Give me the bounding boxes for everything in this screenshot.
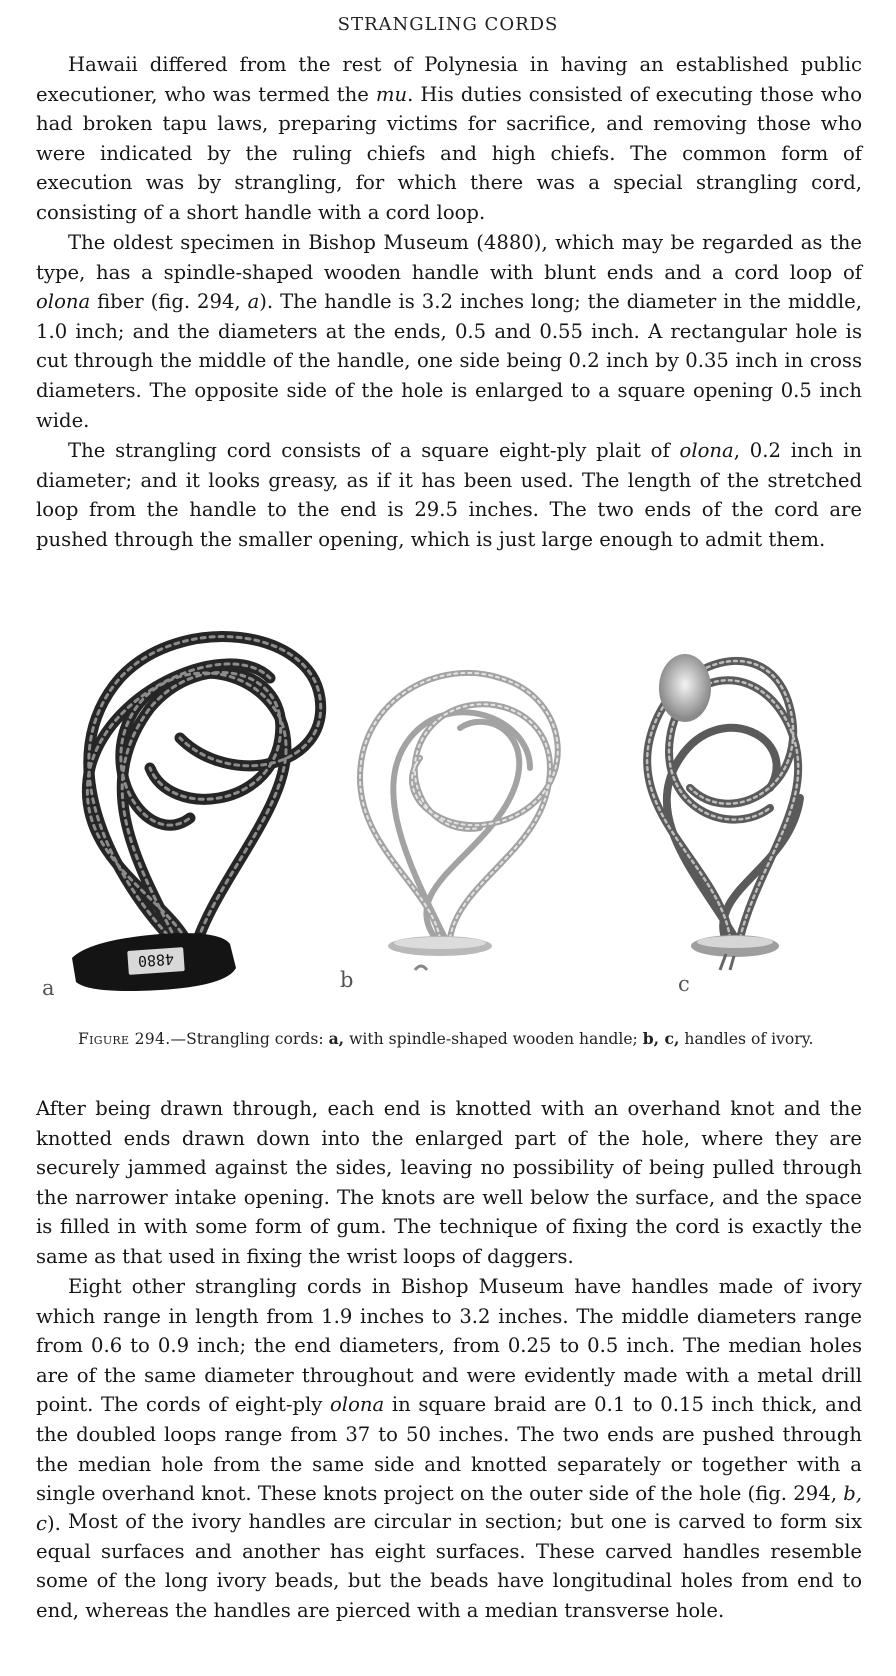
caption-bold: b, c, bbox=[642, 1029, 680, 1048]
figure-letter-c: c bbox=[678, 972, 690, 996]
paragraph-oldest-specimen bbox=[36, 228, 862, 435]
text-run: Hawaii differed from the rest of Polynesia in having an established public executioner, who was termed the bbox=[36, 53, 862, 106]
running-head: STRANGLING CORDS bbox=[337, 14, 559, 35]
text-run: Most of the ivory handles are circular in section; but one is carved to form six equal surfaces and another has eight surfaces. These carved handles resemble some of the long ivory beads, but the beads have longitudinal holes from end to end, whereas the handles are pierced with a median transverse hole. bbox=[36, 1510, 862, 1622]
italic-term: olona bbox=[36, 290, 91, 314]
figure-294 bbox=[30, 618, 866, 1018]
italic-term: b, c bbox=[36, 1482, 862, 1535]
text-run: fiber (fig. 294, bbox=[90, 290, 248, 314]
paragraph-strangling-cord bbox=[36, 436, 862, 554]
paragraph-knotting bbox=[36, 1094, 862, 1272]
text-run: After being drawn through, each end is knotted with an overhand knot and the knotted ends drawn down into the enlarged part of the hole, where they are securely jammed against the sides, leaving no possibility of being pulled through the narrower intake opening. The knots are well below the surface, and the space is filled in with some form of gum. The technique of fixing the cord is exactly the same as that used in fixing the wrist loops of daggers. bbox=[36, 1097, 862, 1268]
figure-caption bbox=[36, 1028, 862, 1050]
caption-bold: a, bbox=[328, 1029, 345, 1048]
text-run: ). bbox=[46, 1511, 61, 1535]
ivory-handle-c bbox=[691, 935, 779, 970]
figure-letter-b: b bbox=[340, 968, 354, 992]
text-run: The oldest specimen in Bishop Museum (4880), which may be regarded as the type, has a spindle-shaped wooden handle with blunt ends and a cord loop of bbox=[36, 231, 862, 284]
cord-a-illustration bbox=[87, 637, 320, 948]
italic-term: olona bbox=[330, 1393, 385, 1417]
strangling-cords-illustration bbox=[30, 618, 866, 1018]
text-run: ). The handle is 3.2 inches long; the diameter in the middle, 1.0 inch; and the diameters at the ends, 0.5 and 0.55 inch. A rectangular hole is cut through the middle of the handle, one side being 0.2 inch by 0.35 inch in cross diameters. The opposite side of the hole is enlarged to a square opening 0.5 inch wide. bbox=[36, 290, 862, 432]
caption-text: —Strangling cords: bbox=[170, 1030, 329, 1048]
text-run: The strangling cord consists of a square eight-ply plait of bbox=[68, 439, 680, 462]
text-run: , 0.2 inch in diameter; and it looks greasy, as if it has been used. The length of the stretched loop from the handle to the end is 29.5 inches. The two ends of the cord are pushed through the smaller opening, which is just large enough to admit them. bbox=[36, 439, 862, 551]
cord-b-illustration bbox=[360, 673, 558, 938]
ivory-handle-b bbox=[388, 936, 492, 970]
figure-label: Figure 294. bbox=[78, 1030, 171, 1048]
paragraph-executioner bbox=[36, 50, 862, 228]
text-run: in square braid are 0.1 to 0.15 inch thick, and the doubled loops range from 37 to 50 inches. The two ends are pushed through the median hole from the same side and knotted separately or together with a single overhand knot. These knots project on the outer side of the hole (fig. 294, bbox=[36, 1393, 862, 1506]
cord-c-illustration bbox=[647, 654, 800, 938]
text-run: . His duties consisted of executing those who had broken tapu laws, preparing victims for sacrifice, and removing those who were indicated by the ruling chiefs and high chiefs. The common form of execution was by strangling, for which there was a special strangling cord, consisting of a short handle with a cord loop. bbox=[36, 82, 863, 224]
text-run: Eight other strangling cords in Bishop Museum have handles made of ivory which range in length from 1.9 inches to 3.2 inches. The middle diameters range from 0.6 to 0.9 inch; the end diameters, from 0.25 to 0.5 inch. The median holes are of the same diameter throughout and were evidently made with a metal drill point. The cords of eight-ply bbox=[36, 1275, 862, 1417]
figure-letter-a: a bbox=[42, 976, 55, 1000]
italic-term: mu bbox=[375, 82, 408, 106]
caption-text: handles of ivory. bbox=[679, 1030, 814, 1048]
italic-term: olona bbox=[679, 439, 734, 462]
paragraph-ivory-handles bbox=[36, 1272, 862, 1538]
wooden-handle-a bbox=[72, 933, 236, 991]
handle-number-label: 4880 bbox=[137, 949, 175, 971]
caption-text: with spindle-shaped wooden handle; bbox=[344, 1030, 643, 1048]
italic-term: a bbox=[247, 290, 260, 314]
paragraph-carved-handles bbox=[36, 1507, 862, 1625]
